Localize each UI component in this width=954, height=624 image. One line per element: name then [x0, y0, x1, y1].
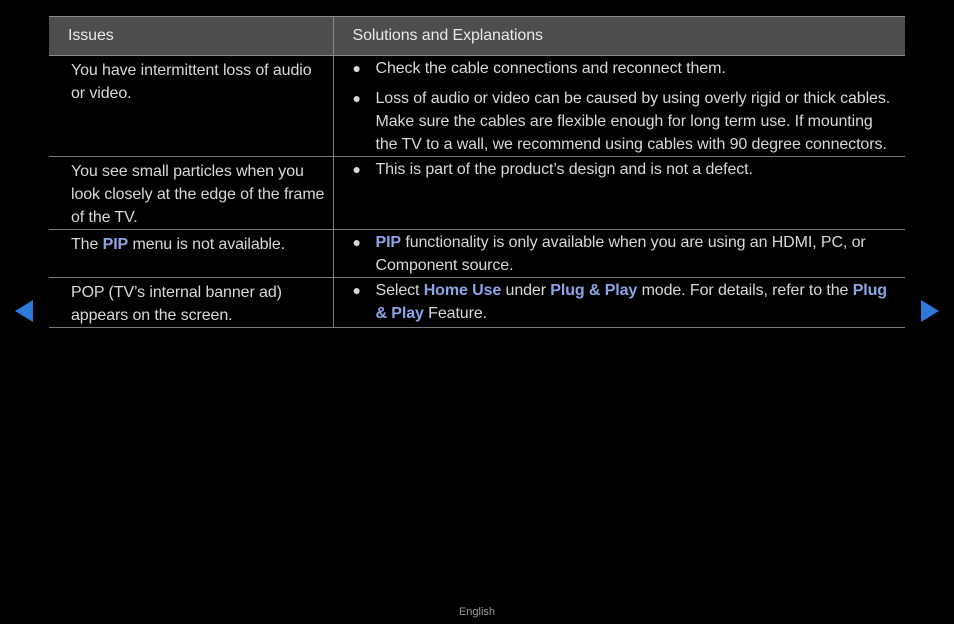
- table-row: [49, 56, 905, 157]
- bullet-dot-icon: ●: [352, 282, 361, 298]
- column-header-solutions: Solutions and Explanations: [333, 17, 905, 56]
- next-page-arrow-icon[interactable]: [921, 300, 939, 322]
- solution-bullet: [353, 279, 898, 325]
- column-header-issues: Issues: [49, 17, 333, 56]
- issue-cell: [49, 230, 333, 278]
- solution-text: functionality is only available when you are using an HDMI, PC, or Component source.: [375, 234, 866, 274]
- footer-language-label: English: [458, 606, 496, 618]
- solution-text: Select: [375, 282, 424, 299]
- solution-cell: [333, 230, 905, 278]
- highlighted-term: PIP: [102, 236, 129, 253]
- solution-bullet: [353, 87, 898, 156]
- bullet-dot-icon: ●: [352, 60, 361, 76]
- bullet-dot-icon: ●: [352, 234, 361, 250]
- solution-cell: [333, 157, 905, 230]
- solution-text: under: [501, 282, 551, 299]
- highlighted-term: Home Use: [423, 282, 502, 299]
- table-row: [49, 157, 905, 230]
- table-header-row: [49, 17, 905, 56]
- solution-text: Check the cable connections and reconnect them.: [375, 60, 726, 77]
- solution-bullet: [353, 57, 898, 80]
- solution-cell: [333, 278, 905, 328]
- solution-cell: [333, 56, 905, 157]
- issue-text: The: [71, 236, 103, 253]
- solution-text: Loss of audio or video can be caused by using overly rigid or thick cables. Make sure the cables are flexible enough for long term use. If mounting the TV to a wall, we recommend using cables with 90 degree connectors.: [375, 90, 891, 153]
- table-row: [49, 230, 905, 278]
- solution-text: This is part of the product’s design and is not a defect.: [375, 161, 753, 178]
- highlighted-term: PIP: [375, 234, 401, 251]
- issue-cell: POP (TV’s internal banner ad) appears on the screen.: [49, 278, 333, 328]
- solution-text: mode. For details, refer to the: [637, 282, 853, 299]
- solution-bullet: [353, 231, 898, 277]
- solution-bullet: [353, 158, 898, 181]
- table-body: [49, 56, 905, 328]
- bullet-dot-icon: ●: [352, 161, 361, 177]
- issue-text: menu is not available.: [128, 236, 286, 253]
- troubleshooting-table: [49, 16, 905, 328]
- highlighted-term: Plug & Play: [550, 282, 638, 299]
- table-row: [49, 278, 905, 328]
- bullet-dot-icon: ●: [352, 90, 361, 106]
- issue-cell: You see small particles when you look closely at the edge of the frame of the TV.: [49, 157, 333, 230]
- issue-cell: You have intermittent loss of audio or video.: [49, 56, 333, 157]
- previous-page-arrow-icon[interactable]: [15, 300, 33, 322]
- highlighted-term: Plug & Play: [375, 282, 887, 322]
- solution-text: Feature.: [423, 305, 487, 322]
